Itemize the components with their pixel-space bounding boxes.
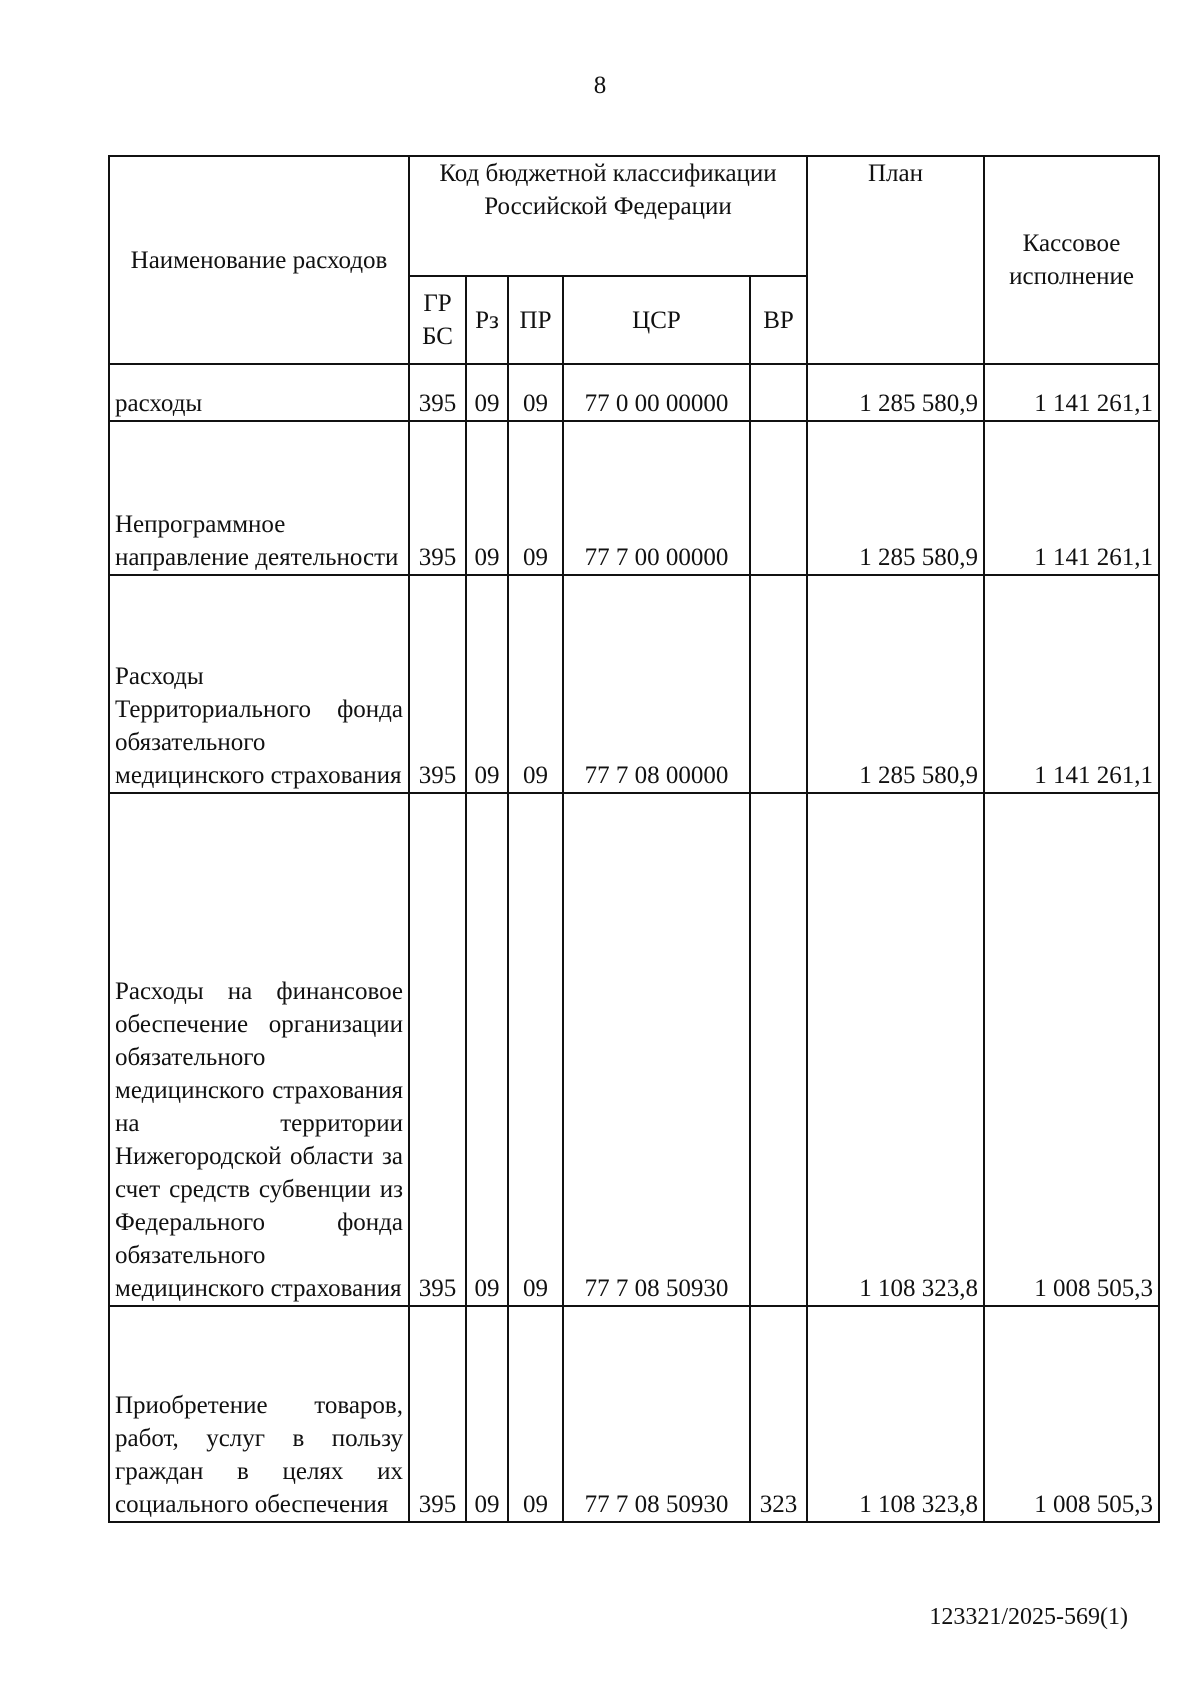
- header-execution: Кассовое исполнение: [984, 156, 1159, 364]
- row-rz: 09: [466, 364, 508, 421]
- table-row: [109, 1306, 1159, 1522]
- row-grbs: 395: [409, 793, 466, 1306]
- page-number: 8: [593, 72, 607, 99]
- row-execution: 1 008 505,3: [984, 793, 1159, 1306]
- row-plan: 1 285 580,9: [807, 575, 984, 793]
- table-row: [109, 364, 1159, 421]
- row-plan: 1 285 580,9: [807, 421, 984, 575]
- row-csr: 77 7 08 50930: [563, 1306, 750, 1522]
- header-row-top: [109, 156, 1159, 276]
- row-vr: [750, 421, 807, 575]
- row-rz: 09: [466, 421, 508, 575]
- row-pr: 09: [508, 793, 563, 1306]
- header-pr: ПР: [508, 276, 563, 364]
- row-pr: 09: [508, 364, 563, 421]
- row-vr: [750, 575, 807, 793]
- row-plan: 1 285 580,9: [807, 364, 984, 421]
- row-rz: 09: [466, 575, 508, 793]
- table-row: [109, 421, 1159, 575]
- row-execution: 1 141 261,1: [984, 421, 1159, 575]
- row-execution: 1 008 505,3: [984, 1306, 1159, 1522]
- table-row: [109, 793, 1159, 1306]
- document-code: 123321/2025-569(1): [929, 1604, 1128, 1630]
- row-csr: 77 7 08 00000: [563, 575, 750, 793]
- row-vr: [750, 364, 807, 421]
- header-vr: ВР: [750, 276, 807, 364]
- row-name: расходы: [109, 364, 409, 421]
- header-name: Наименование расходов: [109, 156, 409, 364]
- header-code-group: Код бюджетной классификации Российской Федерации: [409, 156, 807, 276]
- row-rz: 09: [466, 793, 508, 1306]
- row-name: Приобретение товаров, работ, услуг в пользу граждан в целях их социального обеспечения: [109, 1306, 409, 1522]
- row-name: Расходы на финансовое обеспечение организации обязательного медицинского страхования на территории Нижегородской области за счет средств субвенции из Федерального фонда обязательного медицинского страхования: [109, 793, 409, 1306]
- row-pr: 09: [508, 575, 563, 793]
- row-grbs: 395: [409, 575, 466, 793]
- row-grbs: 395: [409, 421, 466, 575]
- header-rz: Рз: [466, 276, 508, 364]
- row-name: Непрограммное направление деятельности: [109, 421, 409, 575]
- row-plan: 1 108 323,8: [807, 1306, 984, 1522]
- row-name: Расходы Территориального фонда обязательного медицинского страхования: [109, 575, 409, 793]
- row-execution: 1 141 261,1: [984, 575, 1159, 793]
- budget-expenses-table: [108, 155, 1160, 1523]
- row-vr: [750, 793, 807, 1306]
- table-row: [109, 575, 1159, 793]
- header-plan: План: [807, 156, 984, 364]
- header-csr: ЦСР: [563, 276, 750, 364]
- row-rz: 09: [466, 1306, 508, 1522]
- header-grbs: ГР БС: [409, 276, 466, 364]
- row-csr: 77 7 08 50930: [563, 793, 750, 1306]
- row-execution: 1 141 261,1: [984, 364, 1159, 421]
- row-plan: 1 108 323,8: [807, 793, 984, 1306]
- row-grbs: 395: [409, 1306, 466, 1522]
- row-csr: 77 7 00 00000: [563, 421, 750, 575]
- row-pr: 09: [508, 1306, 563, 1522]
- row-grbs: 395: [409, 364, 466, 421]
- row-pr: 09: [508, 421, 563, 575]
- row-csr: 77 0 00 00000: [563, 364, 750, 421]
- row-vr: 323: [750, 1306, 807, 1522]
